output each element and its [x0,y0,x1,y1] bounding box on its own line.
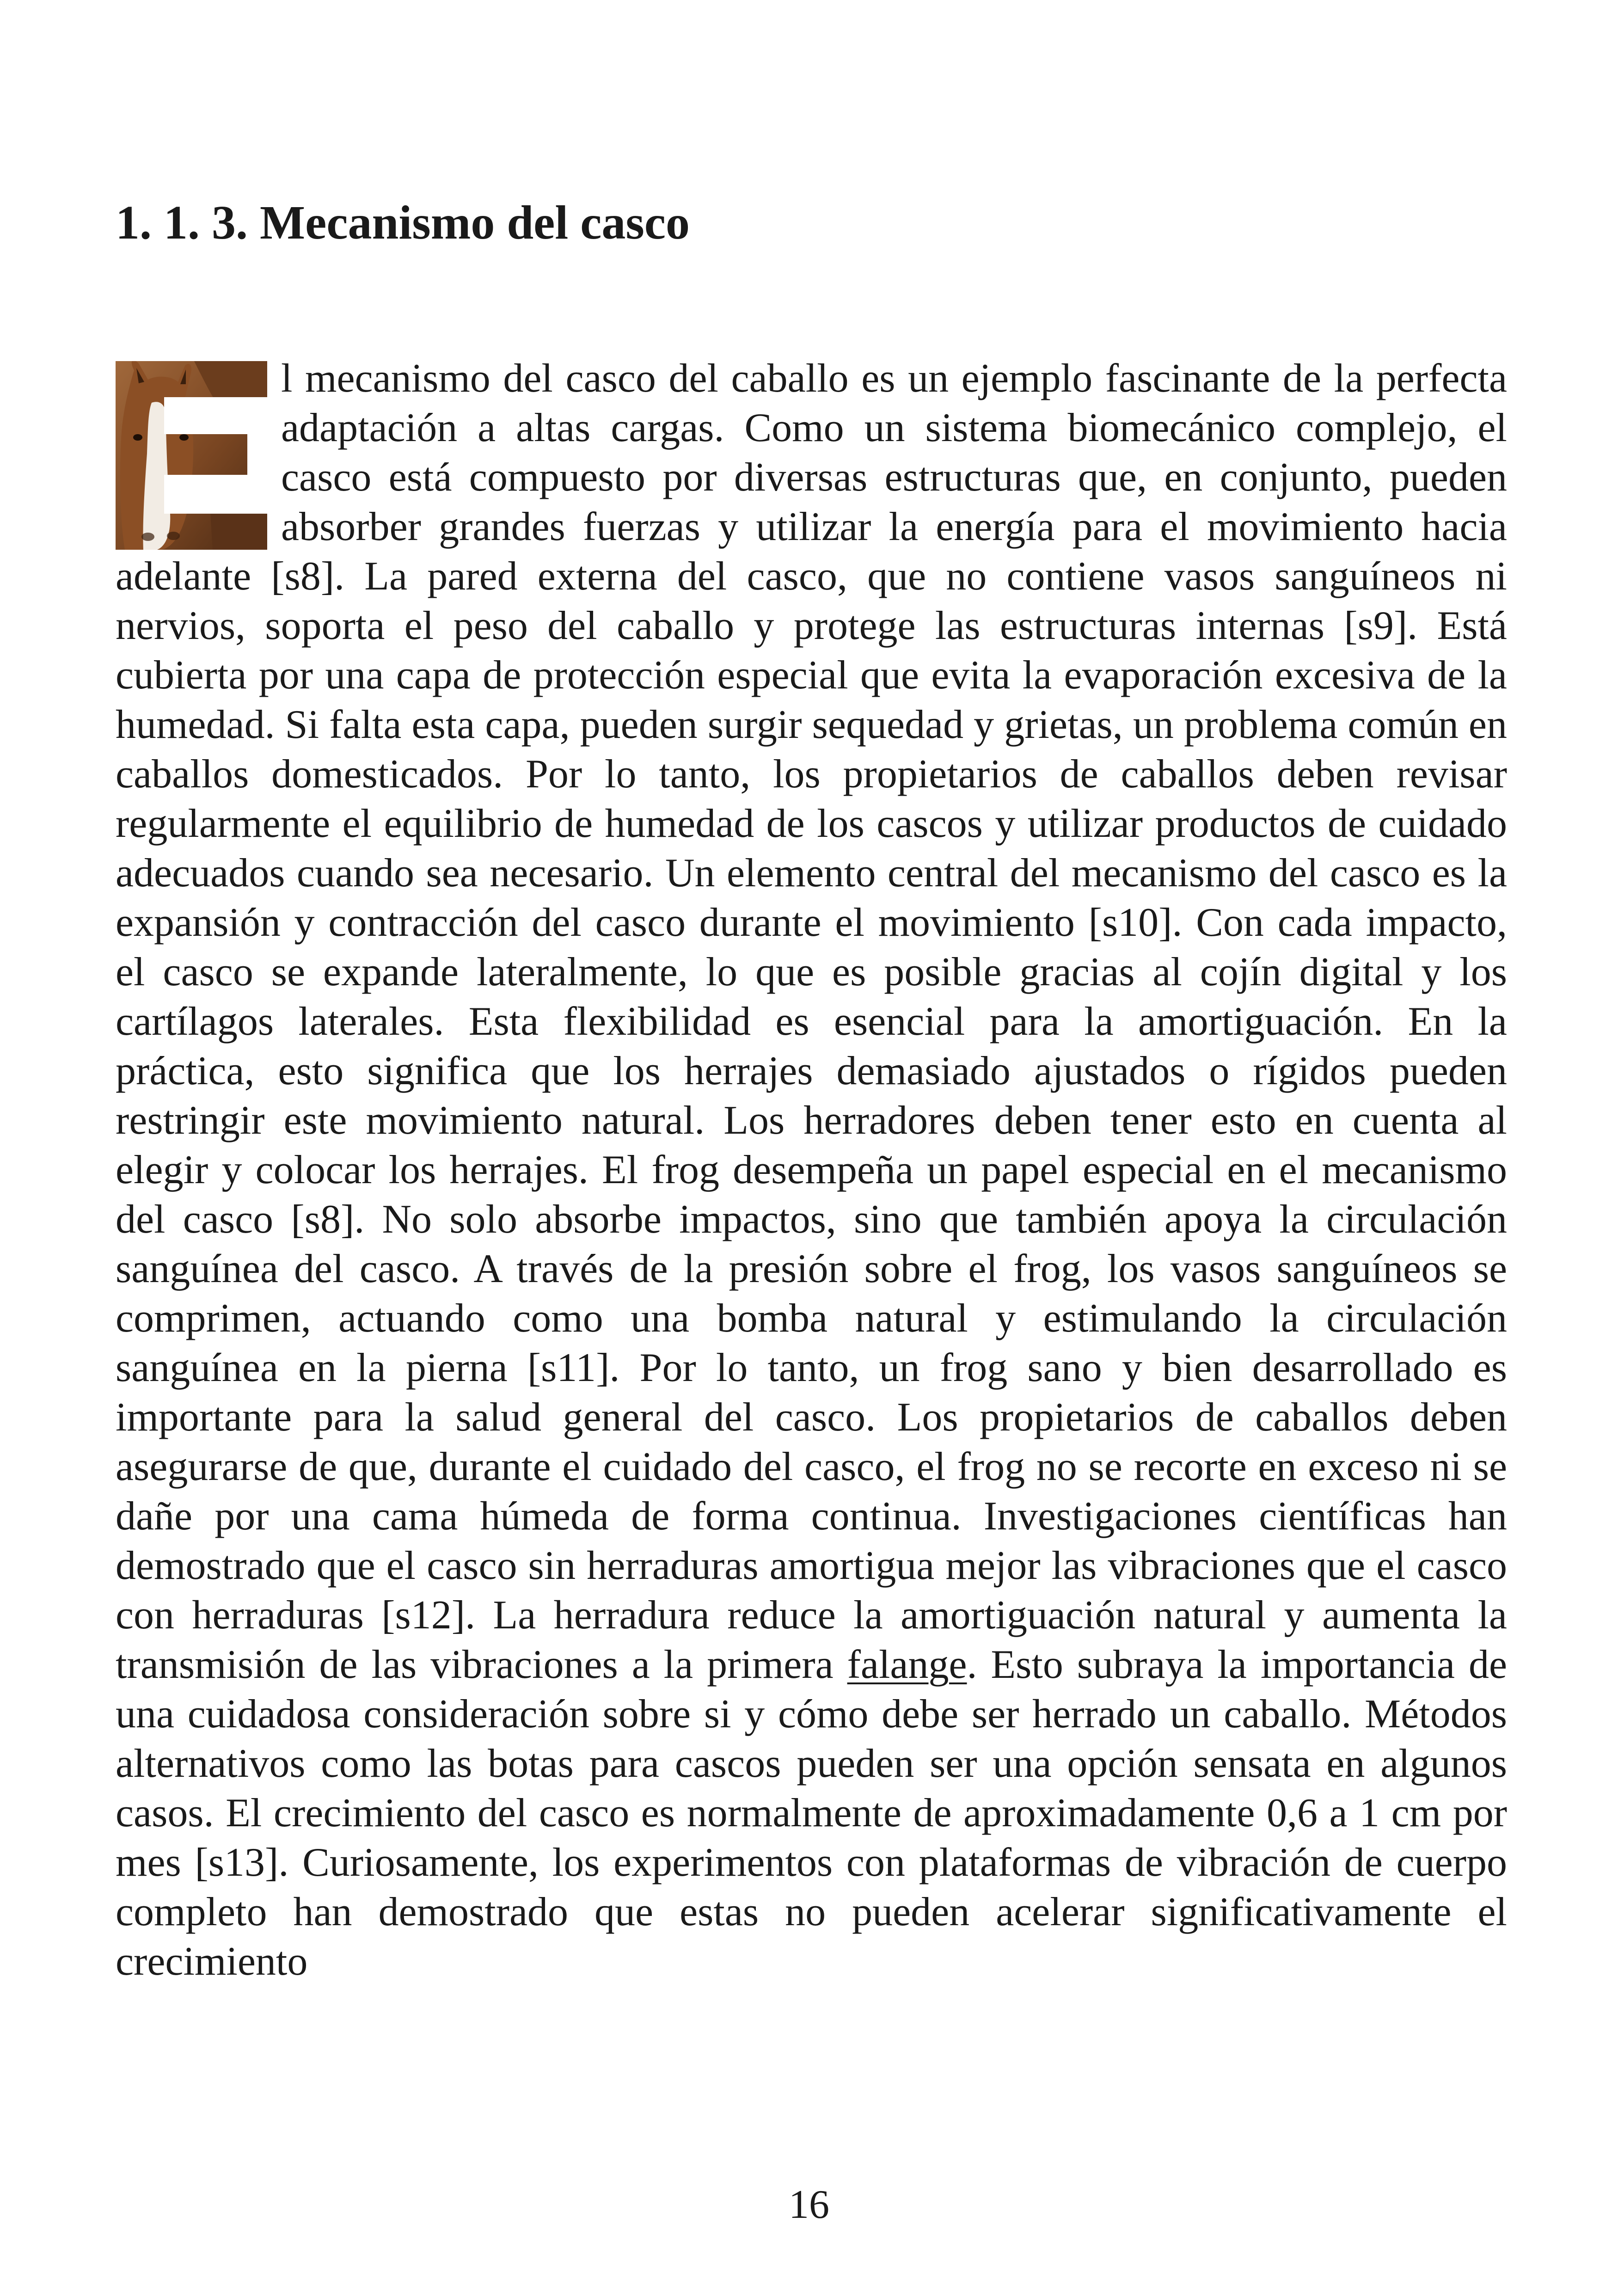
paragraph-text-part1: l mecanismo del casco del caballo es un ejemplo fascinante de la perfecta adaptación a altas cargas. Como un sistema biomecánico complejo, el casco está compuesto por diversas estructuras que, en conjunto, pueden absorber grandes fuerzas y utilizar la energía para el movimiento hacia adelante [s8]. La pared externa del casco, que no contiene vasos sanguíneos ni nervios, soporta el peso del caballo y protege las estructuras internas [s9]. Está cubierta por una capa de protección especial que evita la evaporación excesiva de la humedad. Si falta esta capa, pueden surgir sequedad y grietas, un problema común en caballos domesticados. Por lo tanto, los propietarios de caballos deben revisar regularmente el equilibrio de humedad de los cascos y utilizar productos de cuidado adecuados cuando sea necesario. Un elemento central del mecanismo del casco es la expansión y contracción del casco durante el movimiento [s10]. Con cada impacto, el casco se expande lateralmente, lo que es posible gracias al cojín digital y los cartílagos laterales. Esta flexibilidad es esencial para la amortiguación. En la práctica, esto significa que los herrajes demasiado ajustados o rígidos pueden restringir este movimiento natural. Los herradores deben tener esto en cuenta al elegir y colocar los herrajes. El frog desempeña un papel especial en el mecanismo del casco [s8]. No solo absorbe impactos, sino que también apoya la circulación sanguínea del casco. A través de la presión sobre el frog, los vasos sanguíneos se comprimen, actuando como una bomba natural y estimulando la circulación sanguínea en la pierna [s11]. Por lo tanto, un frog sano y bien desarrollado es importante para la salud general del casco. Los propietarios de caballos deben asegurarse de que, durante el cuidado del casco, el frog no se recorte en exceso ni se dañe por una cama húmeda de forma continua. Investigaciones científicas han demostrado que el casco sin herraduras amortigua mejor las vibraciones que el casco con herraduras [s12]. La herradura reduce la amortiguación natural y aumenta la transmisión de las vibraciones a la primera [116,356,1507,1687]
body-paragraph [116,354,1507,1986]
section-heading: 1. 1. 3. Mecanismo del casco [116,196,690,249]
horse-head-icon [116,361,267,550]
falange-link[interactable]: falange [847,1642,967,1687]
paragraph-text-part2: . Esto subraya la importancia de una cuidadosa consideración sobre si y cómo debe ser herrado un caballo. Métodos alternativos como las botas para cascos pueden ser una opción sensata en algunos casos. El crecimiento del casco es normalmente de aproximadamente 0,6 a 1 cm por mes [s13]. Curiosamente, los experimentos con plataformas de vibración de cuerpo completo han demostrado que estas no pueden acelerar significativamente el crecimiento [116,1642,1507,1984]
dropcap-horse-letter [116,361,267,550]
page-number: 16 [789,2182,829,2227]
